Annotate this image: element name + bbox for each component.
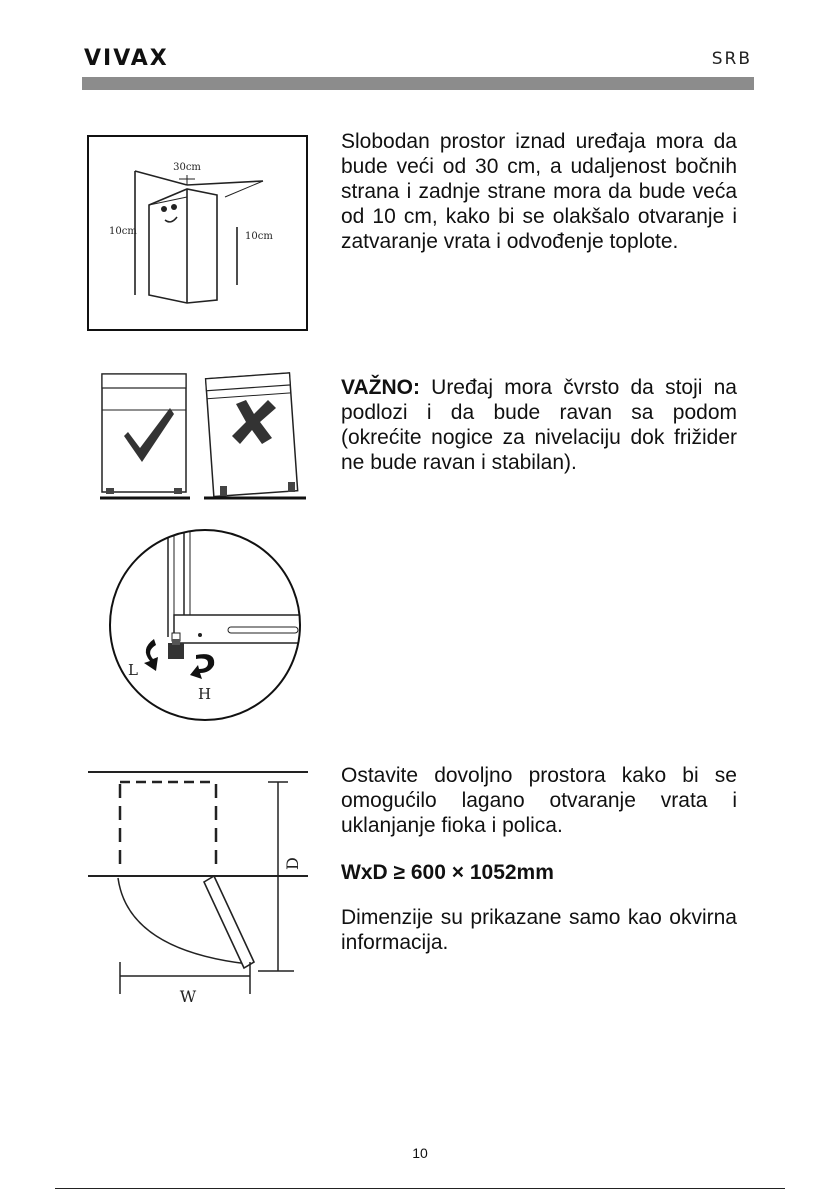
label-10cm-left: 10cm <box>109 226 137 237</box>
rotate-left-arrow-icon <box>144 639 158 671</box>
label-10cm-right: 10cm <box>245 231 273 242</box>
important-label: VAŽNO: <box>341 376 420 399</box>
label-width: W <box>179 987 197 1006</box>
label-30cm: 30cm <box>173 162 201 173</box>
space-text: Ostavite dovoljno prostora kako bi se omogućilo lagano otvaranje vrata i uklanjanje fioka i polica. <box>341 764 737 837</box>
clearance-figure <box>87 135 309 332</box>
dimension-note: Dimenzije su prikazane samo kao okvirna informacija. <box>341 906 737 954</box>
space-text-block <box>341 763 737 955</box>
rotate-right-arrow-icon <box>190 654 214 679</box>
leveling-comparison-figure <box>98 370 308 505</box>
language-code: SRB <box>711 49 752 69</box>
header-rule <box>82 77 754 90</box>
label-high: H <box>198 685 212 703</box>
clearance-text: Slobodan prostor iznad uređaja mora da bude veći od 30 cm, a udaljenost bočnih strana i zadnje strane mora da bude veća od 10 cm, kako bi se olakšalo otvaranje i zatvaranje vrata i odvođenje toplote. <box>341 130 737 253</box>
dimension-spec: WxD ≥ 600 × 1052mm <box>341 861 554 884</box>
brand-logo: VIVAX <box>84 46 169 71</box>
leveling-text: VAŽNO: Uređaj mora čvrsto da stoji na podlozi i da bude ravan sa podom (okrećite nogice za nivelaciju dok frižider ne bude ravan i stabilan). <box>341 376 737 474</box>
label-depth: D <box>283 857 302 870</box>
door-space-figure <box>88 766 313 1006</box>
label-low: L <box>128 661 138 679</box>
page-number: 10 <box>412 1145 428 1161</box>
footer-rule <box>55 1188 785 1189</box>
leveling-foot-figure <box>104 527 306 723</box>
